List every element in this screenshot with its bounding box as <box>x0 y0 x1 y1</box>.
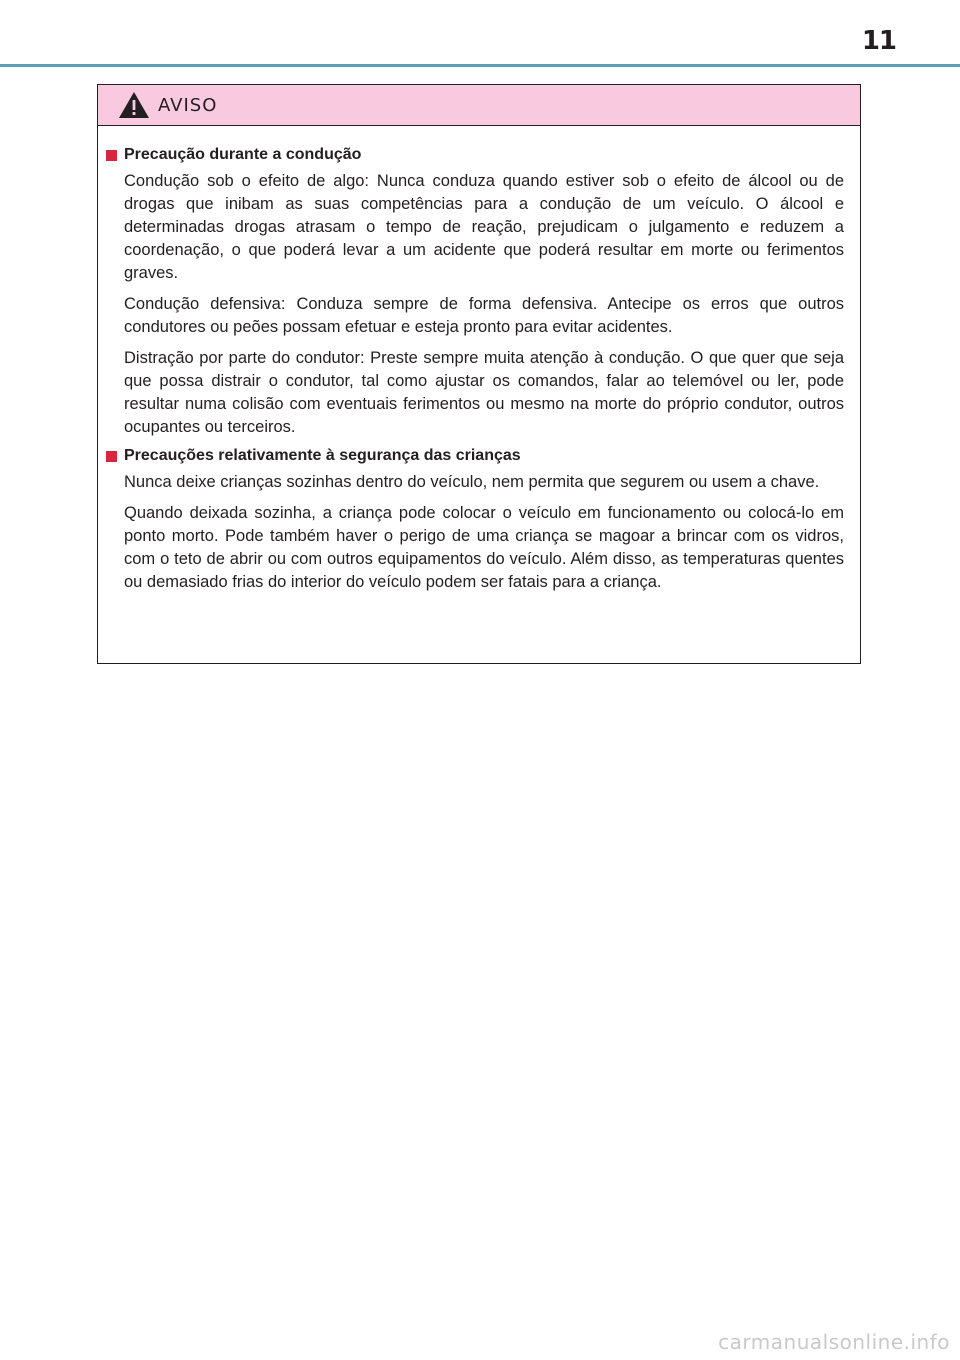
paragraph: Distração por parte do condutor: Preste sempre muita atenção à condução. O que quer que seja que possa distrair o condutor, tal como ajustar os comandos, falar ao telemóvel ou ler, pode resultar numa colisão com eventuais ferimentos ou mesmo na morte do próprio condutor, outros ocupantes ou terceiros. <box>124 349 844 436</box>
watermark: carmanualsonline.info <box>718 1330 950 1354</box>
section-heading: Precaução durante a condução <box>124 146 362 163</box>
paragraph: Condução defensiva: Conduza sempre de forma defensiva. Antecipe os erros que outros condutores ou peões possam efetuar e esteja pronto para evitar acidentes. <box>124 295 844 336</box>
warning-box <box>97 84 861 664</box>
page-number: 11 <box>861 26 896 56</box>
header-rule <box>0 64 960 67</box>
warning-header <box>98 85 860 126</box>
paragraph: Nunca deixe crianças sozinhas dentro do veículo, nem permita que segurem ou usem a chave. <box>124 473 820 491</box>
square-bullet-icon <box>106 451 117 462</box>
warning-title: AVISO <box>158 94 218 116</box>
section-child-safety <box>106 447 844 594</box>
paragraph: Condução sob o efeito de algo: Nunca conduza quando estiver sob o efeito de álcool ou de drogas que inibam as suas competências para a condução de um veículo. O álcool e determinadas drogas atrasam o tempo de reação, prejudicam o julgamento e reduzem a coordenação, o que poderá levar a um acidente que poderá resultar em morte ou ferimentos graves. <box>124 172 844 282</box>
warning-body <box>98 126 860 594</box>
square-bullet-icon <box>106 150 117 161</box>
section-heading: Precauções relativamente à segurança das crianças <box>124 447 521 464</box>
paragraph: Quando deixada sozinha, a criança pode colocar o veículo em funcionamento ou colocá-lo em ponto morto. Pode também haver o perigo de uma criança se magoar a brincar com os vidros, com o teto de abrir ou com outros equipamentos do veículo. Além disso, as temperaturas quentes ou demasiado frias do interior do veículo podem ser fatais para a criança. <box>124 504 844 591</box>
warning-triangle-icon <box>118 91 150 119</box>
section-driving-precaution <box>106 146 844 439</box>
